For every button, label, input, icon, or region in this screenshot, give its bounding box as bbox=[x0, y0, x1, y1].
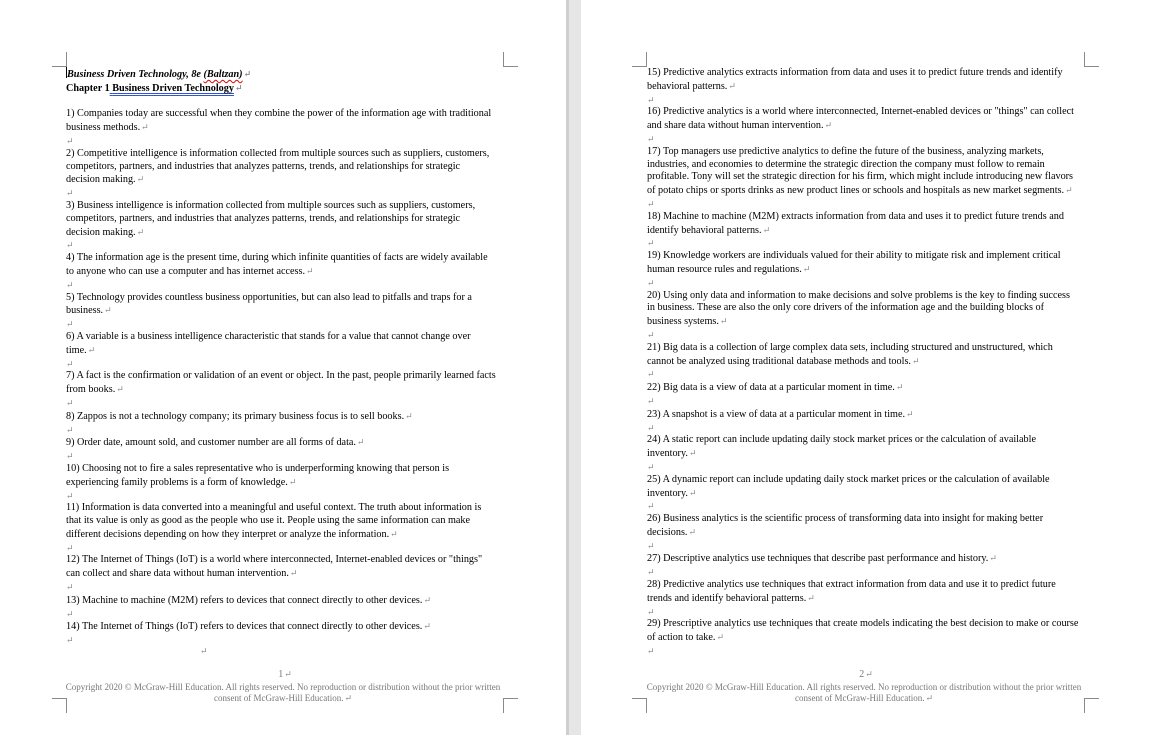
copyright-footer bbox=[63, 682, 503, 704]
paragraph-mark: ↵ bbox=[895, 382, 904, 393]
blank-line bbox=[66, 279, 496, 292]
paragraph-mark: ↵ bbox=[66, 424, 74, 435]
paragraph-mark: ↵ bbox=[911, 355, 920, 366]
question-9 bbox=[66, 436, 496, 450]
paragraph-mark: ↵ bbox=[688, 487, 697, 498]
paragraph-mark: ↵ bbox=[647, 94, 655, 105]
paragraph-mark: ↵ bbox=[906, 408, 914, 419]
question-text: 9) Order date, amount sold, and customer number are all forms of data. bbox=[66, 437, 356, 449]
blank-line bbox=[647, 461, 1079, 474]
blank-line bbox=[647, 198, 1079, 211]
question-text: 26) Business analytics is the scientific process of transforming data into insight for making better decisions. bbox=[647, 513, 1044, 538]
question-16 bbox=[647, 106, 1079, 133]
blank-line bbox=[647, 133, 1079, 146]
question-4 bbox=[66, 252, 496, 279]
blank-line bbox=[647, 566, 1079, 579]
paragraph-mark: ↵ bbox=[802, 263, 811, 274]
question-text: 18) Machine to machine (M2M) extracts information from data and uses it to predict future trends and identify behavioral patterns. bbox=[647, 210, 1064, 236]
paragraph-mark: ↵ bbox=[66, 240, 74, 251]
paragraph-mark: ↵ bbox=[284, 669, 292, 679]
question-text: 2) Competitive intelligence is information collected from multiple sources such as suppliers, customers, competitors, partners, and industries that analyzes patterns, trends, and relationships for strategic decision making. bbox=[66, 147, 490, 186]
question-23 bbox=[647, 408, 1079, 422]
paragraph-mark: ↵ bbox=[66, 135, 74, 146]
page-1-body[interactable] bbox=[66, 67, 496, 647]
question-8 bbox=[66, 410, 496, 424]
question-text: 28) Predictive analytics use techniques that extract information from data and use it to predict future trends and identify behavioral patterns. bbox=[647, 579, 1056, 604]
question-text: 17) Top managers use predictive analytics to define the future of the business, analyzing markets, industries, and economies to determine the strategic direction the company must follow to remain profitable. Tony will set the strategic direction for his firm, which might include introducing new flavors of potato chips or sports drinks as new product lines or schools and hospitals as new market segments. bbox=[647, 145, 1074, 197]
question-text: 25) A dynamic report can include updating daily stock market prices or the calculation of available inventory. bbox=[647, 473, 1050, 499]
footer-text: Copyright 2020 © McGraw-Hill Education. All rights reserved. No reproduction or distribution without the prior written consent of McGraw-Hill Education. bbox=[646, 682, 1082, 703]
question-25 bbox=[647, 474, 1079, 501]
question-17 bbox=[647, 146, 1079, 198]
paragraph-mark: ↵ bbox=[306, 265, 314, 276]
blank-line bbox=[647, 395, 1079, 408]
paragraph-mark: ↵ bbox=[66, 451, 74, 462]
paragraph-mark: ↵ bbox=[728, 80, 736, 91]
question-27 bbox=[647, 552, 1079, 566]
question-text: 23) A snapshot is a view of data at a particular moment in time. bbox=[647, 408, 906, 420]
paragraph-mark: ↵ bbox=[66, 279, 74, 290]
question-13 bbox=[66, 594, 496, 608]
question-11 bbox=[66, 502, 496, 541]
question-text: 24) A static report can include updating daily stock market prices or the calculation of available inventory. bbox=[647, 434, 1036, 460]
paragraph-mark: ↵ bbox=[243, 69, 252, 79]
paragraph-mark: ↵ bbox=[647, 369, 655, 380]
question-text: 16) Predictive analytics is a world where interconnected, Internet-enabled devices or "things" can collect and share data without human intervention. bbox=[647, 106, 1074, 132]
blank-line bbox=[66, 424, 496, 437]
paragraph-mark: ↵ bbox=[925, 693, 933, 703]
blank-line bbox=[647, 368, 1079, 381]
paragraph-mark: ↵ bbox=[647, 277, 655, 288]
paragraph-mark: ↵ bbox=[647, 198, 655, 209]
paragraph-mark: ↵ bbox=[647, 540, 655, 551]
crop-mark-top-right bbox=[1084, 52, 1099, 67]
question-text: 3) Business intelligence is information collected from multiple sources such as suppliers, customers, competitors, partners, and industries that analyzes patterns, trends, and relationships for strategic decision making. bbox=[66, 199, 476, 238]
paragraph-mark: ↵ bbox=[234, 82, 243, 93]
question-text: 5) Technology provides countless business opportunities, but can also lead to pitfalls and traps for a business. bbox=[66, 291, 472, 317]
paragraph-mark: ↵ bbox=[405, 410, 413, 421]
paragraph-mark: ↵ bbox=[688, 526, 697, 537]
question-text: 15) Predictive analytics extracts information from data and uses it to predict future trends and identify behavioral patterns. bbox=[647, 67, 1063, 92]
paragraph-mark: ↵ bbox=[762, 224, 771, 235]
paragraph-mark: ↵ bbox=[824, 120, 833, 131]
blank-line bbox=[647, 422, 1079, 435]
question-12 bbox=[66, 554, 496, 581]
blank-line bbox=[66, 450, 496, 463]
question-7 bbox=[66, 370, 496, 397]
paragraph-mark: ↵ bbox=[719, 316, 728, 327]
page-shadow bbox=[566, 0, 569, 735]
paragraph-mark: ↵ bbox=[807, 592, 815, 603]
paragraph-mark: ↵ bbox=[136, 174, 145, 185]
question-3 bbox=[66, 200, 496, 239]
blank-line bbox=[647, 329, 1079, 342]
paragraph-mark: ↵ bbox=[989, 553, 997, 564]
page-gap bbox=[566, 0, 581, 735]
paragraph-mark: ↵ bbox=[865, 669, 873, 679]
question-6 bbox=[66, 331, 496, 358]
blank-line bbox=[66, 187, 496, 200]
question-text: 6) A variable is a business intelligence characteristic that stands for a value that cannot change over time. bbox=[66, 330, 471, 356]
question-text: 1) Companies today are successful when they combine the power of the information age with traditional business methods. bbox=[66, 108, 492, 134]
paragraph-mark: ↵ bbox=[647, 567, 655, 578]
paragraph-mark: ↵ bbox=[66, 635, 74, 646]
paragraph-mark: ↵ bbox=[66, 490, 74, 501]
crop-mark-bottom-right bbox=[1084, 698, 1099, 713]
paragraph-mark: ↵ bbox=[688, 448, 697, 459]
footer-text: Copyright 2020 © McGraw-Hill Education. All rights reserved. No reproduction or distribution without the prior written consent of McGraw-Hill Education. bbox=[65, 682, 501, 703]
blank-line bbox=[647, 540, 1079, 553]
blank-line bbox=[66, 358, 496, 371]
paragraph-mark: ↵ bbox=[647, 238, 655, 249]
paragraph-mark: ↵ bbox=[647, 133, 655, 144]
paragraph-mark: ↵ bbox=[200, 646, 208, 656]
paragraph-mark: ↵ bbox=[104, 305, 112, 316]
blank-line bbox=[66, 608, 496, 621]
paragraph-mark: ↵ bbox=[647, 329, 655, 340]
paragraph-mark: ↵ bbox=[647, 395, 655, 406]
blank-line bbox=[647, 606, 1079, 619]
question-22 bbox=[647, 381, 1079, 395]
crop-mark-top-left bbox=[52, 52, 67, 67]
paragraph-mark: ↵ bbox=[141, 122, 149, 133]
footer-text: 1 bbox=[278, 669, 284, 680]
blank-line bbox=[647, 237, 1079, 250]
paragraph-mark: ↵ bbox=[356, 437, 365, 448]
paragraph-mark: ↵ bbox=[647, 461, 655, 472]
paragraph-mark: ↵ bbox=[344, 693, 352, 703]
document-author: (Baltzan) bbox=[203, 69, 243, 80]
page-number bbox=[0, 669, 570, 680]
page-number bbox=[581, 669, 1149, 680]
question-26 bbox=[647, 513, 1079, 540]
blank-line bbox=[66, 490, 496, 503]
question-text: 20) Using only data and information to make decisions and solve problems is the key to finding success in business. These are also the only core drivers of the information age and the building blocks of business systems. bbox=[647, 289, 1070, 328]
blank-line bbox=[647, 645, 1079, 658]
paragraph-mark: ↵ bbox=[66, 358, 74, 369]
question-text: 10) Choosing not to fire a sales representative who is underperforming knowing that person is experiencing family problems is a form of knowledge. bbox=[66, 462, 450, 488]
blank-line bbox=[66, 634, 496, 647]
question-2 bbox=[66, 148, 496, 187]
blank-line bbox=[66, 397, 496, 410]
blank-line bbox=[66, 542, 496, 555]
paragraph-mark: ↵ bbox=[288, 476, 297, 487]
paragraph-mark: ↵ bbox=[289, 568, 298, 579]
paragraph-mark: ↵ bbox=[66, 582, 74, 593]
blank-line bbox=[647, 94, 1079, 107]
blank-line bbox=[66, 318, 496, 331]
paragraph-mark: ↵ bbox=[66, 608, 74, 619]
paragraph-mark: ↵ bbox=[390, 528, 398, 539]
document-title: Business Driven Technology, 8e bbox=[67, 69, 201, 80]
question-24 bbox=[647, 434, 1079, 461]
paragraph-mark: ↵ bbox=[423, 594, 431, 605]
question-text: 29) Prescriptive analytics use techniques that create models indicating the best decision to make or course of action to take. bbox=[647, 618, 1079, 644]
question-29 bbox=[647, 618, 1079, 645]
paragraph-mark: ↵ bbox=[647, 422, 655, 433]
question-14 bbox=[66, 620, 496, 634]
paragraph-mark: ↵ bbox=[116, 384, 124, 395]
question-5 bbox=[66, 292, 496, 319]
question-text: 22) Big data is a view of data at a particular moment in time. bbox=[647, 382, 895, 394]
copyright-footer bbox=[644, 682, 1084, 704]
question-text: 8) Zappos is not a technology company; its primary business focus is to sell books. bbox=[66, 410, 405, 422]
paragraph-mark: ↵ bbox=[66, 397, 74, 408]
blank-line bbox=[66, 239, 496, 252]
paragraph-mark: ↵ bbox=[423, 621, 431, 632]
question-10 bbox=[66, 463, 496, 490]
page-1 bbox=[0, 0, 566, 735]
question-28 bbox=[647, 579, 1079, 606]
blank-line bbox=[647, 277, 1079, 290]
question-text: 11) Information is data converted into a meaningful and useful context. The truth about information is that its value is only as good as the people who use it. People using the same information can make different decisions depending on how they interpret or analyze the information. bbox=[66, 502, 482, 540]
paragraph-mark: ↵ bbox=[647, 501, 655, 512]
page-2 bbox=[581, 0, 1149, 735]
question-text: 4) The information age is the present time, during which infinite quantities of facts are widely available to anyone who can use a computer and has internet access. bbox=[66, 252, 488, 277]
question-15 bbox=[647, 67, 1079, 94]
paragraph-mark: ↵ bbox=[1065, 185, 1073, 196]
question-21 bbox=[647, 342, 1079, 369]
question-text: 12) The Internet of Things (IoT) is a world where interconnected, Internet-enabled devices or "things" can collect and share data without human intervention. bbox=[66, 554, 483, 580]
paragraph-mark: ↵ bbox=[136, 226, 145, 237]
question-text: 13) Machine to machine (M2M) refers to devices that connect directly to other devices. bbox=[66, 594, 423, 606]
blank-line bbox=[647, 500, 1079, 513]
question-1 bbox=[66, 108, 496, 135]
footer-text: 2 bbox=[859, 669, 865, 680]
paragraph-mark: ↵ bbox=[87, 344, 96, 355]
page-2-body[interactable] bbox=[647, 67, 1079, 658]
paragraph-mark: ↵ bbox=[716, 632, 725, 643]
paragraph-mark: ↵ bbox=[647, 606, 655, 617]
blank-line bbox=[66, 96, 496, 109]
blank-line bbox=[66, 581, 496, 594]
question-text: 19) Knowledge workers are individuals valued for their ability to mitigate risk and implement critical human resource rules and regulations. bbox=[647, 250, 1061, 275]
question-18 bbox=[647, 211, 1079, 238]
document-title-line bbox=[66, 67, 496, 82]
crop-mark-bottom-right bbox=[503, 698, 518, 713]
question-text: 21) Big data is a collection of large complex data sets, including structured and unstructured, which cannot be analyzed using traditional database methods and tools. bbox=[647, 341, 1053, 367]
chapter-heading bbox=[66, 82, 496, 96]
chapter-name: Business Driven Technology bbox=[112, 82, 234, 94]
paragraph-mark: ↵ bbox=[66, 319, 74, 330]
question-text: 27) Descriptive analytics use techniques that describe past performance and history. bbox=[647, 553, 989, 565]
crop-mark-top-right bbox=[503, 52, 518, 67]
paragraph-mark: ↵ bbox=[647, 646, 655, 657]
question-20 bbox=[647, 290, 1079, 329]
paragraph-mark: ↵ bbox=[66, 542, 74, 553]
paragraph-mark: ↵ bbox=[66, 188, 74, 199]
blank-line bbox=[66, 135, 496, 148]
question-text: 7) A fact is the confirmation or validation of an event or object. In the past, people primarily learned facts from books. bbox=[66, 370, 496, 396]
question-19 bbox=[647, 250, 1079, 277]
question-text: 14) The Internet of Things (IoT) refers to devices that connect directly to other devices. bbox=[66, 621, 423, 633]
chapter-number: Chapter 1 bbox=[66, 82, 110, 94]
crop-mark-top-left bbox=[632, 52, 647, 67]
